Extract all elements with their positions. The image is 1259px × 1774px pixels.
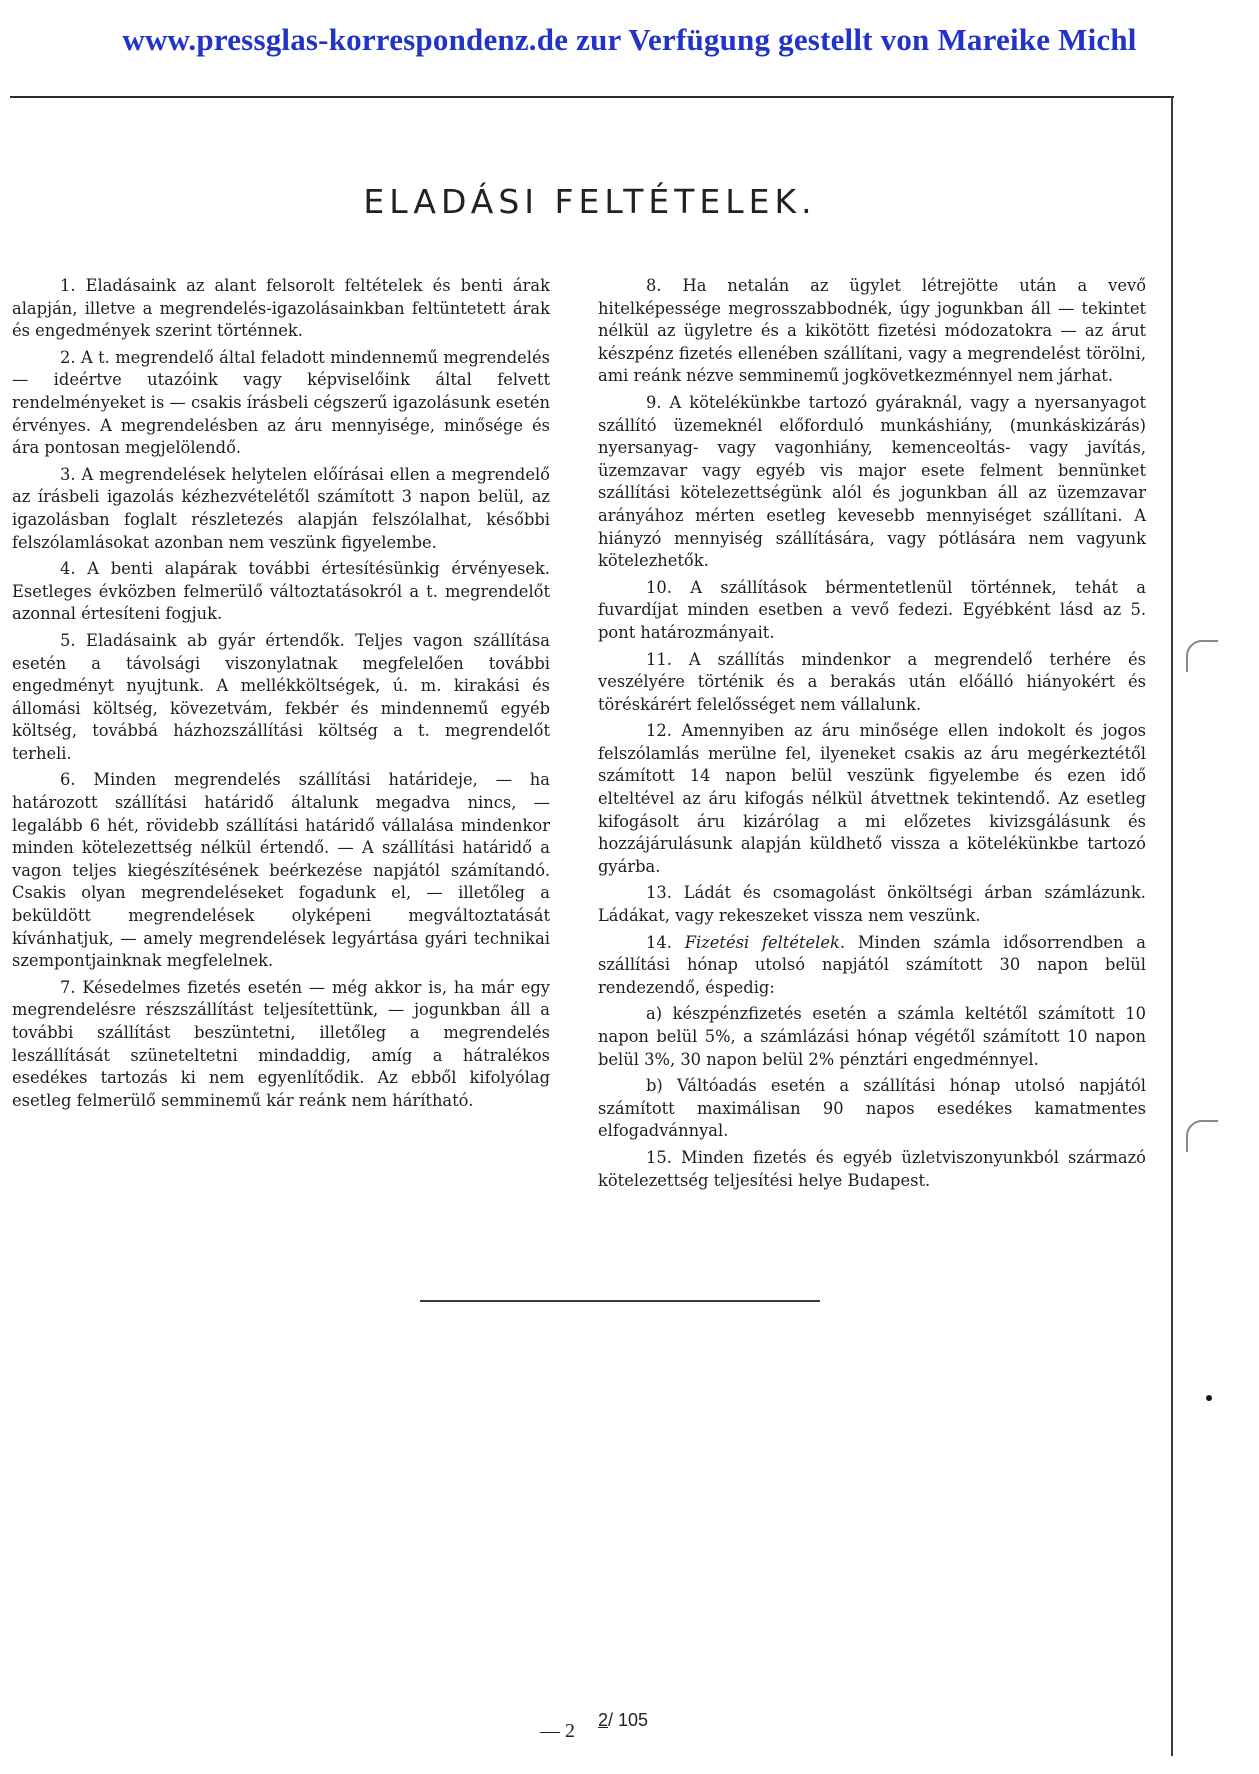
paragraph-15: 15. Minden fizetés és egyéb üzletviszonyunkból származó kötelezettség teljesítési helye Budapest.	[598, 1147, 1146, 1190]
paragraph-14	[598, 932, 1146, 1000]
paragraph-9: 9. A kötelékünkbe tartozó gyáraknál, vagy a nyersanyagot szállító üzemeknél előforduló munkáshiány, (munkáskizárás) nyersanyag- vagy vagonhiány, kemenceoltás- vagy javítás, üzemzavar vagy egyéb vis major esete felment bennünket szállítási kötelezettségünk alól és jogunkban áll az üzemzavar arányához mérten esetleg kevesebb mennyiséget szállítani. A hiányzó mennyiség szállítására, vagy pótlására nem vagyunk kötelezhetők.	[598, 392, 1146, 571]
paragraph-12: 12. Amennyiben az áru minősége ellen indokolt és jogos felszólamlás merülne fel, ilyeneket csakis az áru megérkeztétől számított 14 napon belül veszünk figyelembe és ezen idő elteltével az áru kifogás nélkül átvettnek tekintendő. Az esetleg kifogásolt áru kizárólag a mi előzetes kivizsgálásunk és hozzájárulásunk alapján küldhető vissza a kötelékünkbe tartozó gyárba.	[598, 721, 1146, 876]
paragraph-3: 3. A megrendelések helytelen előírásai ellen a megrendelő az írásbeli igazolás kézhezvételétől számított 3 napon belül, az igazolásban foglalt részletezés alapján felszólalhat, későbbi felszólamlásokat azonban nem veszünk figyelembe.	[12, 464, 550, 552]
paragraph-13: 13. Ládát és csomagolást önköltségi árban számlázunk. Ládákat, vagy rekeszeket vissza nem veszünk.	[598, 883, 1146, 926]
right-rule	[1171, 96, 1173, 1756]
paragraph-11: 11. A szállítás mindenkor a megrendelő terhére és veszélyére történik és a berakás után előálló hiányokért és töréskárért felelősséget nem vállalunk.	[598, 649, 1146, 714]
document-title: ELADÁSI FELTÉTELEK.	[363, 182, 817, 221]
top-rule	[10, 96, 1174, 98]
paragraph-5: 5. Eladásaink ab gyár értendők. Teljes vagon szállítása esetén a távolsági viszonylatnak megfelelően további engedményt nyujtunk. A mellékköltségek, ú. m. kirakási és állomási költség, kövezetvám, fekbér és mindennemű egyéb költség, továbbá házhozszállítási költség a t. megrendelőt terheli.	[12, 630, 550, 763]
paragraph-14-b: b) Váltóadás esetén a szállítási hónap utolsó napjától számított maximálisan 90 napos esedékes kamatmentes elfogadvánnyal.	[598, 1076, 1146, 1141]
paragraph-6: 6. Minden megrendelés szállítási határideje, — ha határozott szállítási határidő általunk megadva nincs, — legalább 6 hét, rövidebb szállítási határidő vállalása mindenkor minden kötelezettség nélkül értendő. — A szállítási határidő a vagon teljes kiegészítésének beérkezése napjától számítandó. Csakis olyan megrendeléseket fogadunk el, — illetőleg a beküldött megrendelések olyképeni megváltoztatását kívánhatjuk, — amely megrendelések legyártása gyári technikai szempontjainknak megfelelnek.	[12, 770, 550, 971]
punch-hole-mark	[1186, 1120, 1218, 1152]
paragraph-4: 4. A benti alapárak további értesítésünkig érvényesek. Esetleges évközben felmerülő változtatásokról a t. megrendelőt azonnal értesíteni fogjuk.	[12, 559, 550, 624]
page-counter	[598, 1710, 648, 1731]
paragraph-14-text: Minden számla idősorrendben a szállítási hónap utolsó napjától számított 30 napon belül rendezendő, éspedig:	[598, 932, 1146, 997]
printed-page-number: — 2	[540, 1720, 575, 1742]
paragraph-1: 1. Eladásaink az alant felsorolt feltételek és benti árak alapján, illetve a megrendelés-igazolásainkban feltüntetett árak és engedmények szerint történnek.	[12, 276, 550, 341]
source-link-header: www.pressglas-korrespondenz.de zur Verfügung gestellt von Mareike Michl	[122, 22, 1137, 57]
paragraph-14-a: a) készpénzfizetés esetén a számla keltétől számított 10 napon belül 5%, a számlázási hónap végétől számított 10 napon belül 3%, 30 napon belül 2% pénztári engedménnyel.	[598, 1004, 1146, 1069]
right-column	[598, 275, 1146, 1196]
punch-hole-mark	[1186, 640, 1218, 672]
paragraph-10: 10. A szállítások bérmentetlenül történnek, tehát a fuvardíjat minden esetben a vevő fedezi. Egyébként lásd az 5. pont határozmányait.	[598, 577, 1146, 642]
paragraph-2: 2. A t. megrendelő által feladott mindennemű megrendelés — ideértve utazóink vagy képviselőink által felvett rendelményeket is — csakis írásbeli cégszerű igazolásunk esetén érvényes. A megrendelésben az áru mennyisége, minősége és ára pontosan megjelölendő.	[12, 347, 550, 458]
page-current: 2	[598, 1710, 609, 1730]
paragraph-14-number: 14.	[646, 932, 672, 952]
page-total: / 105	[608, 1710, 649, 1730]
left-column	[12, 275, 550, 1116]
paragraph-8: 8. Ha netalán az ügylet létrejötte után a vevő hitelképessége megrosszabbodnék, úgy jogunkban áll — tekintet nélkül az ügyletre és a kikötött fizetési módozatokra — az árut készpénz fizetés ellenében szállítani, vagy a megrendelést törölni, ami reánk nézve semminemű jogkövetkezménnyel nem járhat.	[598, 276, 1146, 386]
ink-dot	[1206, 1395, 1212, 1401]
closing-rule	[420, 1300, 820, 1302]
payment-terms-heading: Fizetési feltételek.	[684, 932, 846, 952]
paragraph-7: 7. Késedelmes fizetés esetén — még akkor is, ha már egy megrendelésre részszállítást teljesítettünk, — jogunkban áll a további szállítást beszüntetni, illetőleg a megrendelés leszállítását szüneteltetni mindaddig, amíg a hátralékos esedékes tartozás ki nem egyenlítődik. Az ebből kifolyólag esetleg felmerülő semminemű kár reánk nem hárítható.	[12, 977, 550, 1110]
